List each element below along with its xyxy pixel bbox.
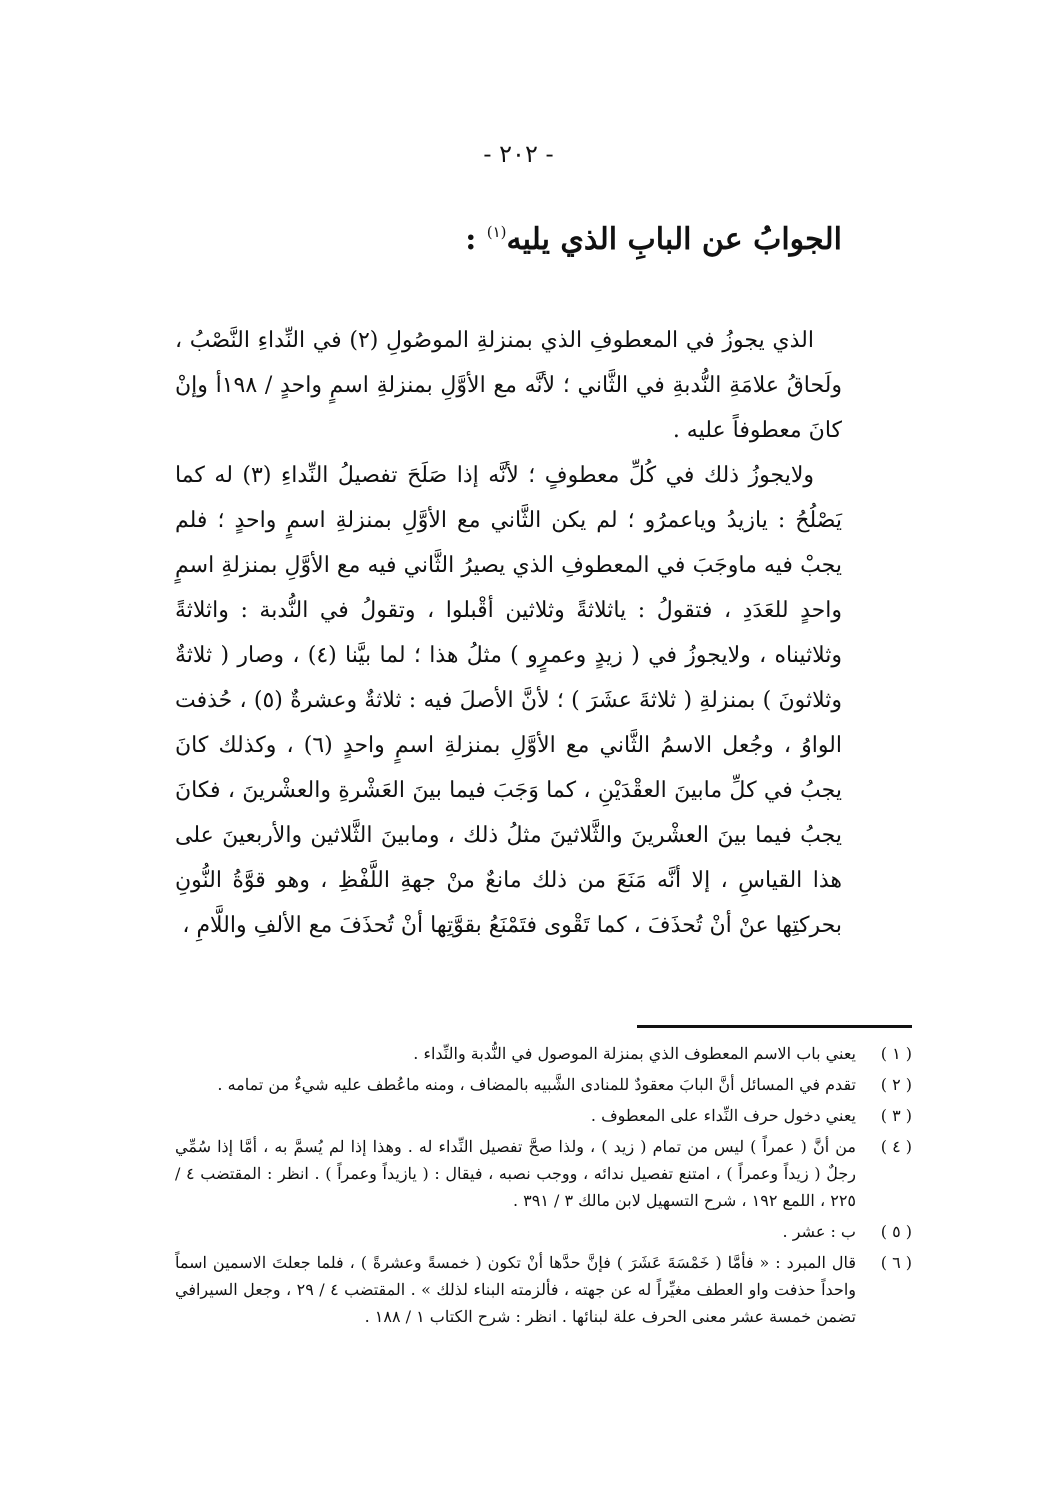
footnotes xyxy=(175,1040,912,1334)
footnote-text: قال المبرد : « فأمَّا ( خَمْسَةَ عَشَرَ ) فإنَّ حدَّها أنْ تكون ( خمسةً وعشرةً ) ، فلما جعلتَ الاسمين اسماً واحداً حذفت واو العطف مغيِّراً له عن جهته ، فألزمته البناء لذلك » . المقتضب ٤ / ٢٩ ، وجعل السيرافي تضمن خمسة عشر معنى الحرف علة لبنائها . انظر : شرح الكتاب ١ / ١٨٨ . xyxy=(175,1253,857,1326)
footnote xyxy=(175,1249,912,1330)
body-text xyxy=(175,318,842,948)
footnote xyxy=(175,1218,912,1245)
heading-footnote-ref: (١) xyxy=(486,223,507,241)
footnote-number: ( ٤ ) xyxy=(880,1137,912,1156)
section-heading-text: الجوابُ عن البابِ الذي يليه xyxy=(506,222,842,257)
paragraph-2: ولايجوزُ ذلك في كُلِّ معطوفٍ ؛ لأنَّه إذا صَلَحَ تفصيلُ النِّداءِ (٣) له كما يَصْلُحُ : يازيدُ وياعمرُو ؛ لم يكن الثَّاني مع الأوَّلِ بمنزلةِ اسمٍ واحدٍ ؛ فلم يجبْ فيه ماوجَبَ في المعطوفِ الذي يصيرُ الثَّاني فيه مع الأوَّلِ بمنزلةِ اسمٍ واحدٍ للعَدَدِ ، فتقولُ : ياثلاثةً وثلاثين أقْبلوا ، وتقولُ في النُّدبة : واثلاثةً وثلاثيناه ، ولايجوزُ في ( زيدٍ وعمرٍو ) مثلُ هذا ؛ لما بيَّنا (٤) ، وصار ( ثلاثةٌ وثلاثونَ ) بمنزلةِ ( ثلاثةَ عشَرَ ) ؛ لأنَّ الأصلَ فيه : ثلاثةٌ وعشرةٌ (٥) ، حُذفت الواوُ ، وجُعل الاسمُ الثَّاني مع الأوَّلِ بمنزلةِ اسمٍ واحدٍ (٦) ، وكذلك كانَ يجبُ في كلِّ مابينَ العقْدَيْنِ ، كما وَجَبَ فيما بينَ العَشْرةِ والعشْرينَ ، فكانَ يجبُ فيما بينَ العشْرينَ والثَّلاثينَ مثلُ ذلك ، ومابينَ الثَّلاثين والأربعينَ على هذا القياسِ ، إلا أنَّه مَنَعَ من ذلك مانعٌ منْ جهةِ اللَّفْظِ ، وهو قوَّةُ النُّونِ بحركتِها عنْ أنْ تُحذَفَ ، كما تَقْوى فتَمْنَعُ بقوَّتِها أنْ تُحذَفَ مع الألفِ واللَّامِ ، xyxy=(175,463,843,938)
footnote xyxy=(175,1040,912,1067)
footnote-number: ( ٥ ) xyxy=(880,1222,912,1241)
footnote xyxy=(175,1133,912,1214)
page-number: - ٢٠٢ - xyxy=(483,140,554,168)
section-heading: الجوابُ عن البابِ الذي يليه$^{(١)}$ : xyxy=(465,222,842,257)
footnote-text: ب : عشر . xyxy=(782,1222,856,1241)
footnote-number: ( ٦ ) xyxy=(880,1253,912,1272)
footnote xyxy=(175,1102,912,1129)
footnote-number: ( ٣ ) xyxy=(880,1106,912,1125)
footnote-text: يعني باب الاسم المعطوف الذي بمنزلة الموصول في النُّدبة والنِّداء . xyxy=(413,1044,856,1063)
footnote-text: يعني دخول حرف النِّداء على المعطوف . xyxy=(590,1106,856,1125)
footnote-text: تقدم في المسائل أنَّ البابَ معقودٌ للمنادى الشَّبيه بالمضاف ، ومنه ماعُطف عليه شيءٌ من تمامه . xyxy=(217,1075,856,1094)
footnote-number: ( ١ ) xyxy=(880,1044,912,1063)
footnote-divider xyxy=(637,1025,912,1028)
footnote xyxy=(175,1071,912,1098)
paragraph-1: الذي يجوزُ في المعطوفِ الذي بمنزلةِ الموصُولِ (٢) في النِّداءِ النَّصْبُ ، ولَحاقُ علامَةِ النُّدبةِ في الثَّاني ؛ لأنَّه مع الأوَّلِ بمنزلةِ اسمٍ واحدٍ / ١٩٨أ وإنْ كانَ معطوفاً عليه . xyxy=(175,328,842,443)
footnote-text: من أنَّ ( عمراً ) ليس من تمام ( زيد ) ، ولذا صحَّ تفصيل النِّداء له . وهذا إذا لم يُسمَّ به ، أمَّا إذا سُمِّي رجلٌ ( زيداً وعمراً ) ، امتنع تفصيل ندائه ، ووجب نصبه ، فيقال : ( يازيداً وعمراً ) . انظر : المقتضب ٤ / ٢٢٥ ، اللمع ١٩٢ ، شرح التسهيل لابن مالك ٣ / ٣٩١ . xyxy=(175,1137,857,1210)
footnote-number: ( ٢ ) xyxy=(880,1075,912,1094)
